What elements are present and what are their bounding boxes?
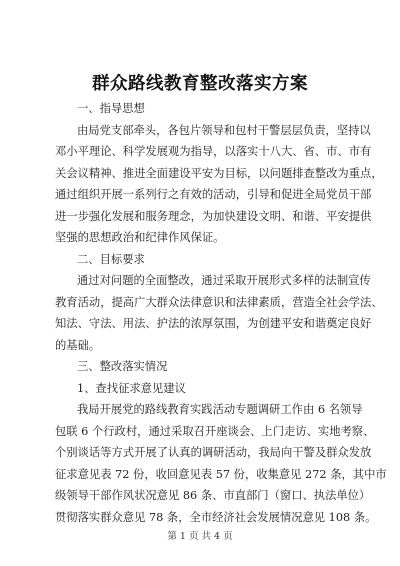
section-paragraph-implementation (55, 399, 387, 528)
section-heading-guiding-ideology: 一、指导思想 (77, 102, 145, 115)
paragraph-line: 知法、守法、用法、护法的浓厚氛围，为创建平安和谐奠定良好 (55, 317, 372, 330)
paragraph-line: 我局开展党的路线教育实践活动专题调研工作由 6 名领导 (77, 403, 363, 416)
paragraph-line: 贯彻落实群众意见 78 条，全市经济社会发展情况意见 108 条。 (55, 510, 377, 524)
paragraph-line: 邓小平理论、科学发展观为指导，以落实十八大、省、市、市有 (55, 145, 372, 158)
paragraph-line: 通过对问题的全面整改，通过采取开展形式多样的法制宣传 (77, 274, 371, 287)
subsection-heading-collect-opinions: 1、查找征求意见建议 (77, 381, 186, 395)
section-paragraph-guiding-ideology (55, 120, 383, 249)
page-footer: 第 1 页 共 4 页 (167, 531, 233, 542)
paragraph-line: 通过组织开展一系列行之有效的活动，引导和促进全局党员干部 (55, 188, 372, 201)
paragraph-line: 进一步强化发展和服务理念，为加快建设文明、和谐、平安提供 (55, 209, 372, 223)
paragraph-line: 包联 6 个行政村，通过采取召开座谈会、上门走访、实地考察、 (55, 424, 375, 438)
paragraph-line: 的基础。 (55, 338, 101, 352)
paragraph-line: 个别谈话等方式开展了认真的调研活动，我局向干警及群众发放 (55, 446, 372, 459)
paragraph-line: 级领导干部作风状况意见 86 条、市直部门（窗口、执法单位） (55, 489, 371, 502)
section-heading-implementation: 三、整改落实情况 (77, 360, 168, 373)
paragraph-line: 由局党支部牵头，各包片领导和包村干警层层负责，坚持以 (77, 123, 371, 137)
paragraph-line: 教育活动，提高广大群众法律意识和法律素质，营造全社会学法、 (55, 295, 383, 309)
document-title: 群众路线教育整改落实方案 (92, 74, 308, 94)
document-body (55, 98, 387, 528)
section-heading-goals: 二、目标要求 (77, 252, 145, 266)
paragraph-line: 征求意见表 72 份，收回意见表 57 份，收集意见 272 条，其中市 (55, 467, 387, 481)
section-paragraph-goals (55, 270, 383, 356)
paragraph-line: 坚强的思想政治和纪律作风保证。 (55, 231, 225, 244)
paragraph-line: 关会议精神、推进全面建设平安为目标，以问题排查整改为重点， (55, 166, 383, 180)
